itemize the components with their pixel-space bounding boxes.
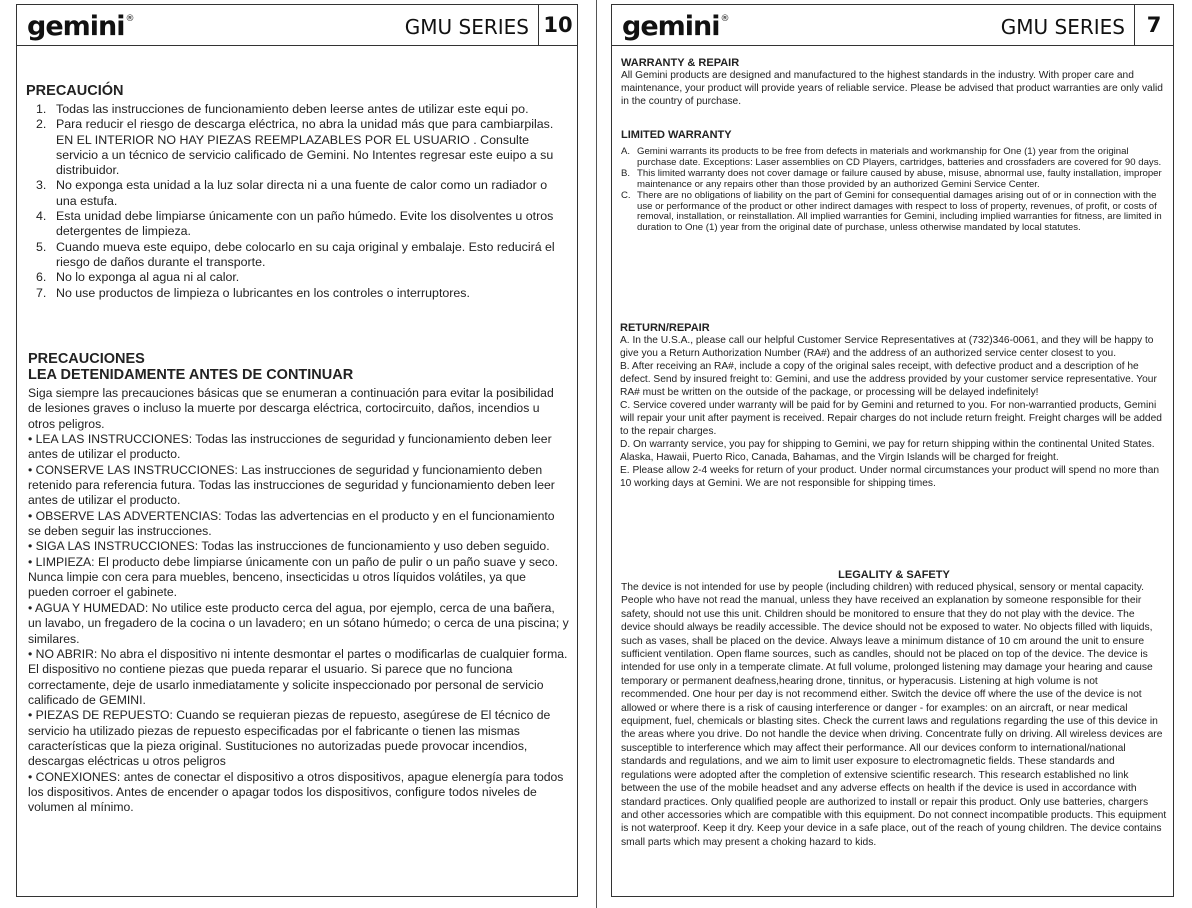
bullet-item: • AGUA Y HUMEDAD: No utilice este producto cerca del agua, por ejemplo, cerca de una bañera, un lavabo, un fregadero de la cocina o un lavadero; en un sótano húmedo; o cerca de una piscina; y similares.: [28, 600, 569, 646]
paragraph: Siga siempre las precauciones básicas que se enumeran a continuación para evitar la posibilidad de lesiones graves o incluso la muerte por descarga eléctrica, cortocircuito, daños, incendios u otros peligros.: [28, 386, 554, 431]
paragraph: C. Service covered under warranty will be paid for by Gemini and returned to you. For non-warrantied products, Gemini will repair your unit after payment is received. Repair charges do not include return freight. Freight charges will be added to the repair charges.: [620, 400, 1162, 437]
section-heading: RETURN/REPAIR: [620, 322, 710, 334]
page-left: [16, 4, 578, 897]
list-number: 6.: [36, 270, 47, 285]
list-item: [621, 169, 1167, 191]
list-text: Esta unidad debe limpiarse únicamente con un paño húmedo. Evite los disolventes u otros detergentes de limpieza.: [56, 209, 554, 239]
list-number: 7.: [36, 285, 47, 300]
precaucion-list: [9, 102, 577, 301]
list-text: Para reducir el riesgo de descarga eléctrica, no abra la unidad más que para cambiarpilas. EN EL INTERIOR NO HAY PIEZAS REEMPLAZABLES POR EL USUARIO . Consulte servicio a un técnico de servicio calificado de Gemini. No Intentes regresar este euipo a su distribuidor.: [56, 117, 554, 178]
list-text: This limited warranty does not cover damage or failure caused by abuse, misuse, abnormal use, faulty installation, improper maintenance or any repairs other than those provided by an authorized Gemini Service Center.: [637, 167, 1162, 190]
bullet-item: • CONSERVE LAS INSTRUCCIONES: Las instrucciones de seguridad y funcionamiento deben retenido para referencia futura. Todas las instrucciones de seguridad y funcionamiento deben leer antes de utilizar el producto.: [28, 462, 555, 508]
warranty-list: [621, 147, 1167, 234]
gemini-logo: gemini®: [622, 11, 730, 42]
bullet-item: • CONEXIONES: antes de conectar el dispositivo a otros dispositivos, apague elenergía para todos los dispositivos. Antes de encender o apagar todos los dispositivos, configure todos niveles de volumen al mínimo.: [28, 769, 564, 815]
series-title: GMU SERIES: [1000, 15, 1125, 39]
list-item: [9, 240, 577, 271]
limited-warranty-section: [621, 129, 1167, 234]
bullet-item: • OBSERVE LAS ADVERTENCIAS: Todas las advertencias en el producto y en el funcionamiento se deben seguir las instrucciones.: [28, 508, 555, 539]
section-heading: PRECAUCIÓN: [26, 83, 124, 99]
page-header: [612, 5, 1173, 46]
list-item: [621, 147, 1167, 169]
page-header: [17, 5, 577, 46]
list-number: 3.: [36, 178, 47, 193]
paragraph: D. On warranty service, you pay for shipping to Gemini, we pay for return shipping within the continental United States. Alaska, Hawaii, Puerto Rico, Canada, Bahamas, and the Virgin Islands will be charged for freight.: [620, 439, 1155, 463]
page-right: [611, 4, 1174, 897]
list-number: 4.: [36, 209, 47, 224]
list-number: 1.: [36, 102, 47, 116]
list-letter: C.: [621, 189, 631, 201]
list-letter: B.: [621, 167, 631, 179]
page-number: 7: [1134, 5, 1173, 45]
list-text: Gemini warrants its products to be free from defects in materials and workmanship for One (1) year from the original purchase date. Exceptions: Laser assemblies on CD Players, cartridges, batteries and crossfaders are covered for 90 days.: [637, 146, 1162, 168]
gemini-logo: gemini®: [27, 11, 135, 42]
bullet-item: • LIMPIEZA: El producto debe limpiarse únicamente con un paño de pulir o un paño suave y seco. Nunca limpie con cera para muebles, benceno, insecticidas u otros líquidos volátiles, ya que pueden corroer el gabinete.: [28, 554, 558, 600]
section-heading: PRECAUCIONES: [28, 351, 145, 367]
precaucion-section: [26, 83, 577, 99]
list-letter: A.: [621, 146, 631, 157]
bullet-item: • LEA LAS INSTRUCCIONES: Todas las instrucciones de seguridad y funcionamiento deben leer antes de utilizar el producto.: [28, 432, 552, 462]
legality-section: [621, 569, 1167, 849]
list-item: [9, 102, 577, 117]
page-number: 10: [538, 5, 577, 45]
list-item: [9, 117, 577, 178]
list-text: No use productos de limpieza o lubricantes en los controles o interruptores.: [56, 285, 470, 300]
list-item: [9, 270, 577, 285]
list-text: There are no obligations of liability on the part of Gemini for consequential damages arising out of or in connection with the use or performance of the product or other indirect damages with respect to loss of property, revenues, of profit, or costs of removal, installation, or reinstallation. All implied warranties for Gemini, including implied warranties for fitness, are limited in duration to One (1) year from the original date of purchase, unless otherwise mandated by local statutes.: [637, 189, 1162, 234]
paragraph: E. Please allow 2-4 weeks for return of your product. Under normal circumstances your product will spend no more than 10 working days at Gemini. We are not responsible for shipping times.: [620, 465, 1160, 489]
bullet-list: [28, 432, 577, 816]
section-heading: LIMITED WARRANTY: [621, 129, 732, 141]
paragraph: B. After receiving an RA#, include a copy of the original sales receipt, with defective product and a description of he defect. Send by insured freight to: Gemini, and use the address provided by your customer service representative. Your RA# must be written on the outside of the package, or processing will be delayed indefinitely!: [620, 361, 1157, 398]
list-text: No lo exponga al agua ni al calor.: [56, 270, 240, 285]
paragraph: All Gemini products are designed and manufactured to the highest standards in the industry. With proper care and maintenance, your product will provide years of reliable service. Please be advised that product warranties are only valid in the country of purchase.: [621, 70, 1163, 107]
list-number: 2.: [36, 117, 47, 132]
paragraph: The device is not intended for use by people (including children) with reduced physical, sensory or mental capacity. People who have not read the manual, unless they have received an explanation by someone responsible for their safety, should not use this unit. Children should be monitored to ensure that they do not play with the device. The device should always be readily accessible. The device should not be exposed to water. No objects filled with liquids, such as vases, shall be placed on the device. Always leave a minimum distance of 10 cm around the unit to ensure sufficient ventilation. Open flame sources, such as candles, should not be placed on top of the device. The device is intended for use only in a temperate climate. At full volume, prolonged listening may damage your hearing and cause temporary or permanent deafness,hearing drone, tinnitus, or hyperacusis. Listening at high volume is not recommended. One hour per day is not recommend either. Switch the device off where the use of the device is not allowed or where there is a risk of causing interference or danger - for examples: on an aircraft, or near medical equipment, fuel, chemicals or blasting sites. Check the current laws and regulations regarding the use of this device in the areas where you drive. Do not handle the device when driving. Concentrate fully on driving. All wireless devices are susceptible to interference which may affect their performance. All our devices conform to international/national standards and regulations, and we aim to limit user exposure to electromagnetic fields. These standards and regulations were adopted after the completion of extensive scientific research. This research established no link between the use of the mobile headset and any adverse effects on health if the device is used in accordance with standard practices. Only qualified people are authorized to install or repair this product. Only use batteries, chargers and other accessories which are compatible with this equipment. Do not connect incompatible products. This equipment is not waterproof. Keep it dry. Keep your device in a safe place, out of the reach of young children. The device contains small parts which may present a choking hazard to kids.: [621, 582, 1167, 848]
section-heading: WARRANTY & REPAIR: [621, 57, 740, 69]
bullet-item: • SIGA LAS INSTRUCCIONES: Todas las instrucciones de funcionamiento y uso deben seguido.: [28, 539, 550, 554]
page-divider: [596, 0, 597, 908]
bullet-item: • PIEZAS DE REPUESTO: Cuando se requieran piezas de repuesto, asegúrese de El técnico de servicio ha utilizado piezas de repuesto especificadas por el fabricante o tienen las mismas características que la pieza original. Sustituciones no autorizadas puede provocar incendios, descargas eléctricas u otros peligros: [28, 708, 551, 769]
list-item: [9, 178, 577, 209]
list-item: [621, 191, 1167, 235]
warranty-section: [621, 57, 1167, 108]
section-subheading: LEA DETENIDAMENTE ANTES DE CONTINUAR: [28, 367, 354, 383]
section-heading: LEGALITY & SAFETY: [838, 569, 950, 581]
list-number: 5.: [36, 239, 47, 254]
bullet-item: • NO ABRIR: No abra el dispositivo ni intente desmontar el partes o modificarlas de cualquier forma. El dispositivo no contiene piezas que pueda reparar el usuario. Si parece que no funciona correctamente, deje de usarlo inmediatamente y solicite inspeccionado por personal de servicio calificado de GEMINI.: [28, 646, 568, 707]
list-text: No exponga esta unidad a la luz solar directa ni a una fuente de calor como un radiador o una estufa.: [56, 178, 548, 208]
list-text: Cuando mueva este equipo, debe colocarlo en su caja original y embalaje. Esto reducirá el riesgo de daños durante el transporte.: [56, 239, 555, 269]
paragraph: A. In the U.S.A., please call our helpful Customer Service Representatives at (732)346-0061, and they will be happy to give you a Return Authorization Number (RA#) and the address of an authorized service center closest to you.: [620, 335, 1154, 359]
return-section: [620, 322, 1167, 490]
precauciones-section: [28, 351, 577, 816]
list-item: [9, 286, 577, 301]
list-item: [9, 209, 577, 240]
list-text: Todas las instrucciones de funcionamiento deben leerse antes de utilizar este equi po.: [56, 102, 529, 116]
return-paragraphs: [620, 334, 1167, 490]
series-title: GMU SERIES: [404, 15, 529, 39]
